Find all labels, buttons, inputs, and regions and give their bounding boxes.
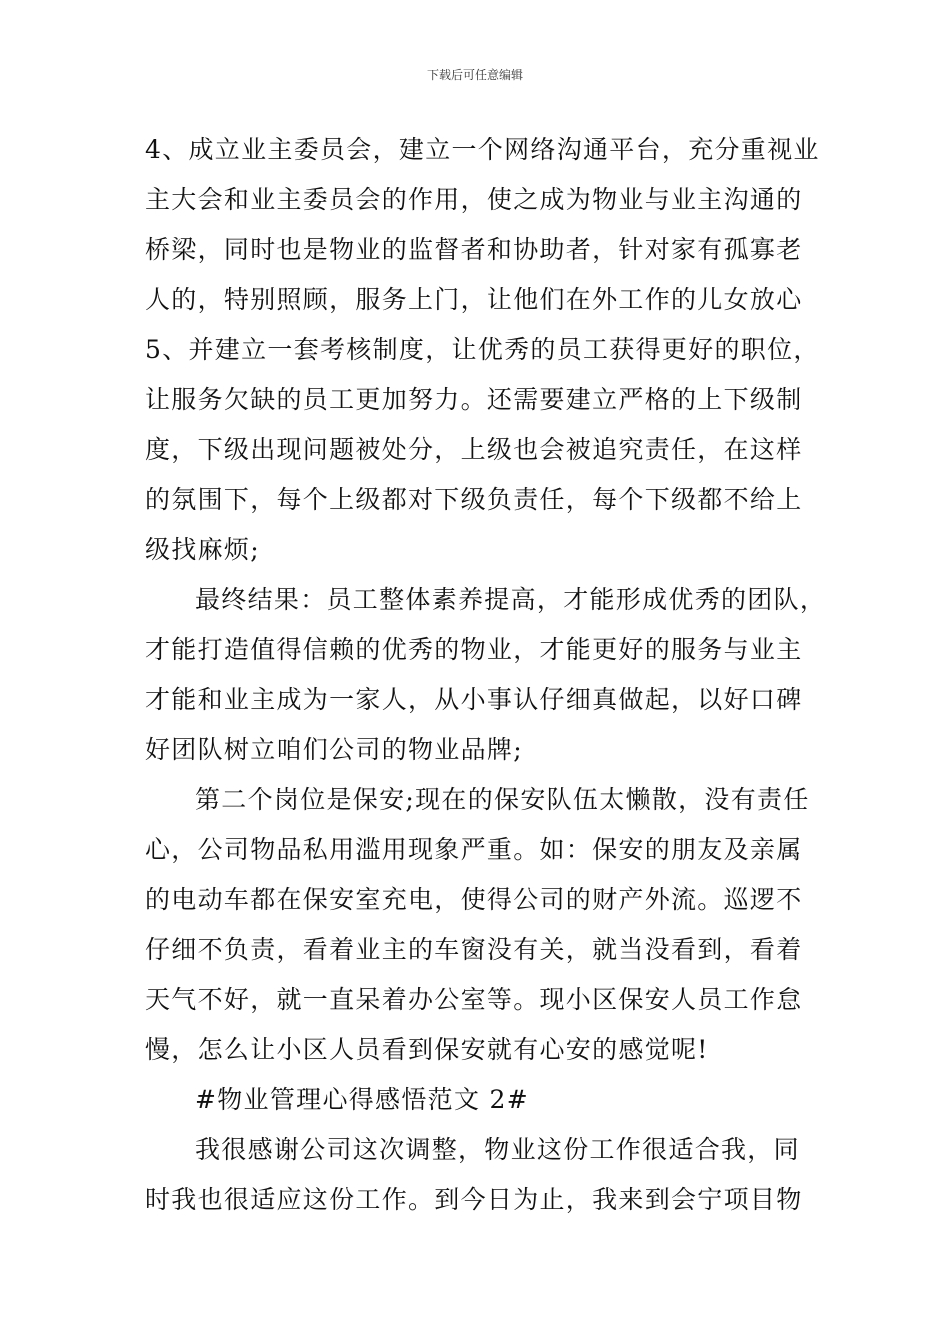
text-line: 度，下级出现问题被处分，上级也会被追究责任，在这样 xyxy=(145,435,803,464)
text-line: 让服务欠缺的员工更加努力。还需要建立严格的上下级制 xyxy=(145,385,803,414)
text-line: 好团队树立咱们公司的物业品牌; xyxy=(145,735,523,764)
section-heading: #物业管理心得感悟范文 2# xyxy=(195,1085,529,1114)
text-line: 我很感谢公司这次调整，物业这份工作很适合我，同 xyxy=(195,1135,800,1164)
text-line: 的电动车都在保安室充电，使得公司的财产外流。巡逻不 xyxy=(145,885,803,914)
text-line: 天气不好，就一直呆着办公室等。现小区保安人员工作怠 xyxy=(145,985,803,1014)
page-header: 下载后可任意编辑 xyxy=(426,68,523,82)
text-line: 才能打造值得信赖的优秀的物业，才能更好的服务与业主 xyxy=(145,635,803,664)
text-line: 仔细不负责，看着业主的车窗没有关，就当没看到，看着 xyxy=(145,935,803,964)
text-line: 的氛围下，每个上级都对下级负责任，每个下级都不给上 xyxy=(145,485,803,514)
text-line: 级找麻烦; xyxy=(145,535,260,564)
text-line: 才能和业主成为一家人，从小事认仔细真做起，以好口碑 xyxy=(145,685,803,714)
text-line: 人的，特别照顾，服务上门，让他们在外工作的儿女放心 xyxy=(145,285,803,314)
text-line: 5、并建立一套考核制度，让优秀的员工获得更好的职位， xyxy=(145,335,820,364)
text-line: 主大会和业主委员会的作用，使之成为物业与业主沟通的 xyxy=(145,185,803,214)
text-line: 4、成立业主委员会，建立一个网络沟通平台，充分重视业 xyxy=(145,135,820,164)
text-line: 时我也很适应这份工作。到今日为止，我来到会宁项目物 xyxy=(145,1185,803,1214)
text-line: 心，公司物品私用滥用现象严重。如：保安的朋友及亲属 xyxy=(145,835,803,864)
text-line: 第二个岗位是保安;现在的保安队伍太懒散，没有责任 xyxy=(195,785,810,814)
text-line: 桥梁，同时也是物业的监督者和协助者，针对家有孤寡老 xyxy=(145,235,803,264)
text-line: 最终结果：员工整体素养提高，才能形成优秀的团队， xyxy=(195,585,827,614)
text-line: 慢，怎么让小区人员看到保安就有心安的感觉呢! xyxy=(145,1035,709,1064)
